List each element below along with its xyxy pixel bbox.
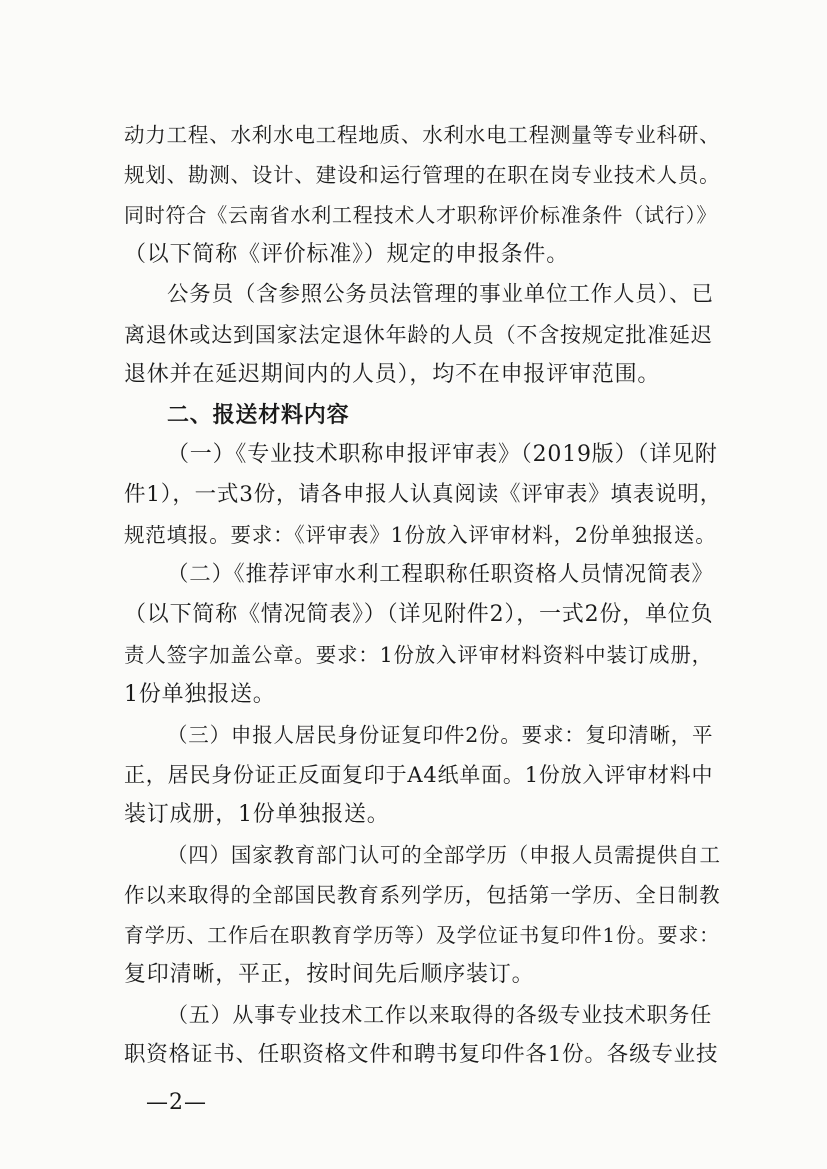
text-line: 作以来取得的全部国民教育系列学历，包括第一学历、全日制教 [124, 883, 721, 907]
text-line: 公务员（含参照公务员法管理的事业单位工作人员）、已 [167, 282, 714, 307]
text-line: （四）国家教育部门认可的全部学历（申报人员需提供自工 [167, 843, 721, 867]
text-line: 离退休或达到国家法定退休年龄的人员（不含按规定批准延迟 [124, 323, 713, 347]
text-line: 件1），一式3份，请各申报人认真阅读《评审表》填表说明， [124, 482, 723, 507]
section-heading: 二、报送材料内容 [167, 402, 350, 428]
text-line: 装订成册，1份单独报送。 [124, 802, 390, 827]
page-number: —2— [146, 1090, 207, 1115]
text-line: （三）申报人居民身份证复印件2份。要求：复印清晰，平 [167, 723, 714, 747]
text-line: 退休并在延迟期间内的人员），均不在申报评审范围。 [124, 362, 661, 387]
text-line: （五）从事专业技术工作以来取得的各级专业技术职务任 [167, 1003, 712, 1027]
text-line: 复印清晰，平正，按时间先后顺序装订。 [124, 962, 535, 987]
text-line: （一）《专业技术职称申报评审表》（2019版）（详见附 [167, 442, 718, 467]
text-line: 同时符合《云南省水利工程技术人才职称评价标准条件（试行）》 [124, 203, 718, 227]
text-line: （以下简称《评价标准》）规定的申报条件。 [124, 242, 570, 267]
text-line: 责人签字加盖公章。要求：1份放入评审材料资料中装订成册， [124, 643, 713, 667]
text-line: （以下简称《情况简表》）（详见附件2），一式2份，单位负 [124, 602, 714, 627]
text-line: 1份单独报送。 [124, 682, 276, 707]
text-line: 育学历、工作后在职教育学历等）及学位证书复印件1份。要求： [124, 923, 720, 947]
text-line: 正，居民身份证正反面复印于A4纸单面。1份放入评审材料中 [124, 763, 714, 787]
text-line: 动力工程、水利水电工程地质、水利水电工程测量等专业科研、 [124, 123, 721, 147]
text-line: 职资格证书、任职资格文件和聘书复印件各1份。各级专业技 [124, 1042, 719, 1067]
text-line: 规范填报。要求：《评审表》1份放入评审材料，2份单独报送。 [124, 523, 717, 547]
text-line: （二）《推荐评审水利工程职称任职资格人员情况简表》 [167, 562, 714, 587]
text-line: 规划、勘测、设计、建设和运行管理的在职在岗专业技术人员。 [124, 163, 721, 187]
